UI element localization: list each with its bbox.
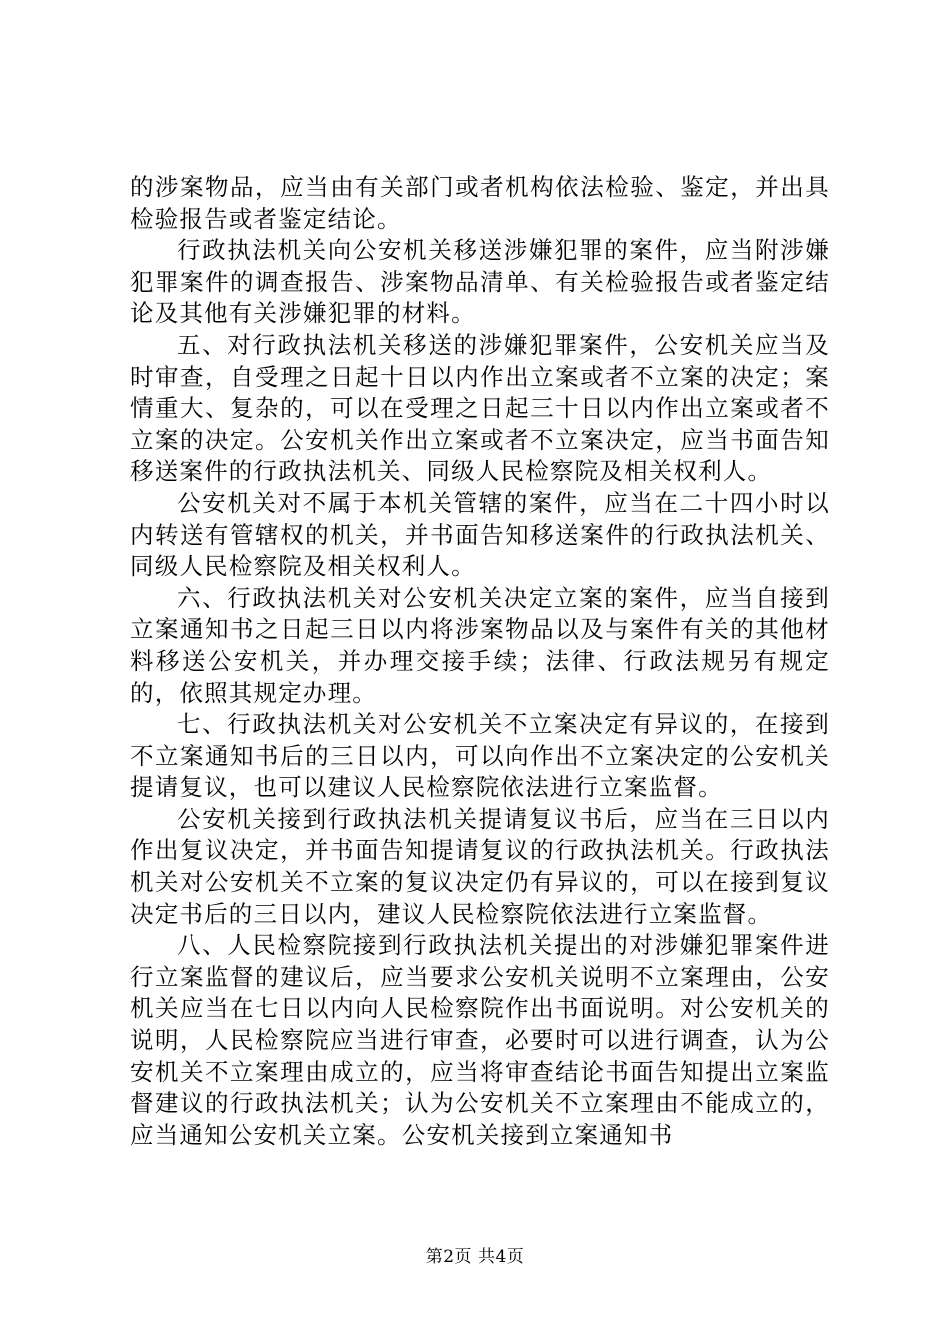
paragraph: 行政执法机关向公安机关移送涉嫌犯罪的案件，应当附涉嫌犯罪案件的调查报告、涉案物品清单、有关检验报告或者鉴定结论及其他有关涉嫌犯罪的材料。 [130, 236, 830, 328]
paragraph: 六、行政执法机关对公安机关决定立案的案件，应当自接到立案通知书之日起三日以内将涉案物品以及与案件有关的其他材料移送公安机关，并办理交接手续；法律、行政法规另有规定的，依照其规定办理。 [130, 583, 830, 707]
paragraph: 八、人民检察院接到行政执法机关提出的对涉嫌犯罪案件进行立案监督的建议后，应当要求公安机关说明不立案理由，公安机关应当在七日以内向人民检察院作出书面说明。对公安机关的说明，人民检察院应当进行审查，必要时可以进行调查，认为公安机关不立案理由成立的，应当将审查结论书面告知提出立案监督建议的行政执法机关；认为公安机关不立案理由不能成立的，应当通知公安机关立案。公安机关接到立案通知书 [130, 931, 830, 1149]
page-number-footer: 第2页 共4页 [425, 1247, 525, 1267]
paragraph: 公安机关对不属于本机关管辖的案件，应当在二十四小时以内转送有管辖权的机关，并书面告知移送案件的行政执法机关、同级人民检察院及相关权利人。 [130, 488, 830, 581]
document-body [130, 172, 830, 1151]
paragraph: 五、对行政执法机关移送的涉嫌犯罪案件，公安机关应当及时审查，自受理之日起十日以内作出立案或者不立案的决定；案情重大、复杂的，可以在受理之日起三十日以内作出立案或者不立案的决定。公安机关作出立案或者不立案决定，应当书面告知移送案件的行政执法机关、同级人民检察院及相关权利人。 [130, 330, 830, 486]
paragraph: 的涉案物品，应当由有关部门或者机构依法检验、鉴定，并出具检验报告或者鉴定结论。 [130, 173, 830, 233]
paragraph: 七、行政执法机关对公安机关不立案决定有异议的，在接到不立案通知书后的三日以内，可以向作出不立案决定的公安机关提请复议，也可以建议人民检察院依法进行立案监督。 [130, 710, 830, 802]
paragraph: 公安机关接到行政执法机关提请复议书后，应当在三日以内作出复议决定，并书面告知提请复议的行政执法机关。行政执法机关对公安机关不立案的复议决定仍有异议的，可以在接到复议决定书后的三日以内，建议人民检察院依法进行立案监督。 [130, 804, 830, 928]
